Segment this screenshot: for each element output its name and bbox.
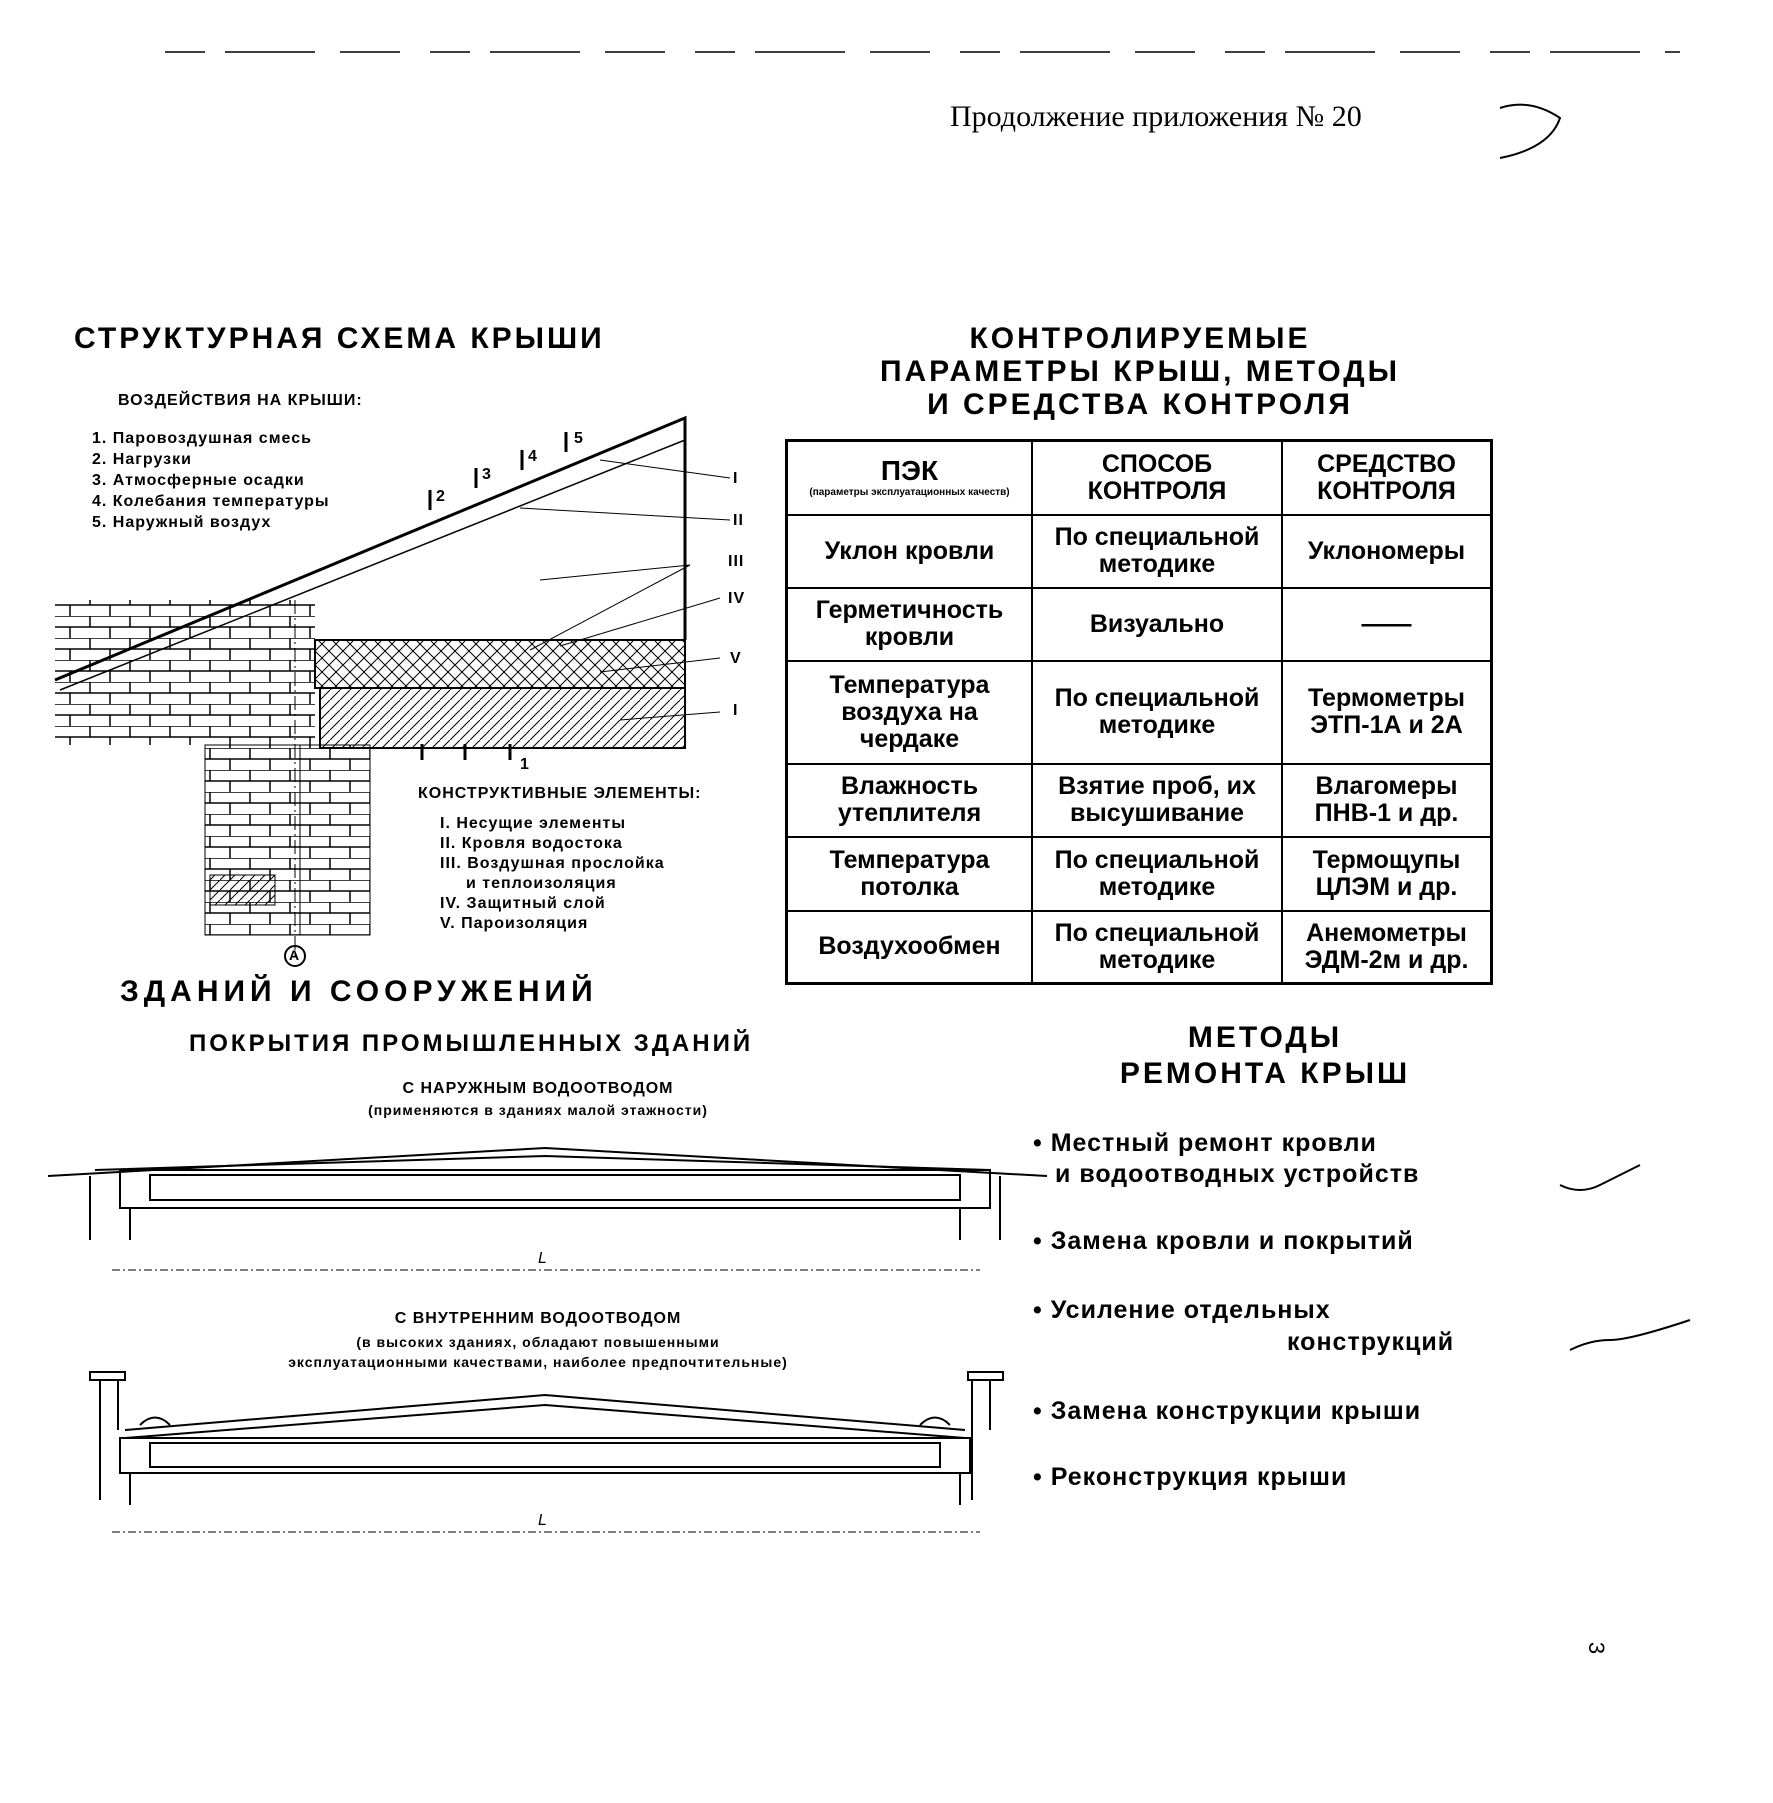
arrow-label: 3: [482, 466, 492, 483]
impact-item: 1. Паровоздушная смесь: [92, 430, 312, 447]
span-label: L: [538, 1512, 547, 1529]
cell: Термощупы ЦЛЭМ и др.: [1282, 837, 1492, 911]
header-pek: ПЭК: [880, 454, 939, 486]
elements-title: КОНСТРУКТИВНЫЕ ЭЛЕМЕНТЫ:: [418, 785, 702, 802]
internal-note: (в высоких зданиях, обладают повышенными: [356, 1334, 720, 1350]
arrow-label: 2: [436, 488, 446, 505]
cell: Анемометры ЭДМ-2м и др.: [1282, 911, 1492, 984]
control-title: [790, 322, 1490, 421]
cell: Герметичность кровли: [787, 588, 1033, 661]
element-item: II. Кровля водостока: [440, 835, 623, 852]
impact-item: 2. Нагрузки: [92, 451, 192, 468]
table-row: [787, 588, 1492, 661]
internal-note: эксплуатационными качествами, наиболее предпочтительные): [288, 1354, 788, 1370]
layer-label: I: [733, 470, 739, 487]
table-row: [787, 911, 1492, 984]
buildings-subtitle: ПОКРЫТИЯ ПРОМЫШЛЕННЫХ ЗДАНИЙ: [189, 1030, 754, 1057]
repair-item: • Реконструкция крыши: [1033, 1463, 1348, 1491]
element-item: III. Воздушная прослойка: [440, 855, 665, 872]
repair-title-line: РЕМОНТА КРЫШ: [1119, 1057, 1411, 1090]
control-table: [785, 439, 1493, 985]
impact-item: 3. Атмосферные осадки: [92, 472, 305, 489]
internal-drainage-drawing: [90, 1372, 1003, 1532]
layer-label: V: [730, 650, 742, 667]
roof-scheme-title: СТРУКТУРНАЯ СХЕМА КРЫШИ: [74, 322, 605, 355]
impact-item: 4. Колебания температуры: [92, 493, 330, 510]
repair-item: • Замена конструкции крыши: [1033, 1397, 1422, 1425]
repair-title-line: МЕТОДЫ: [1187, 1021, 1343, 1054]
span-label: L: [538, 1250, 547, 1267]
layer-label: III: [728, 553, 745, 570]
table-row: [787, 661, 1492, 764]
cell: Температура воздуха на чердаке: [787, 661, 1033, 764]
cell: По специальной методике: [1032, 911, 1282, 984]
impacts-list: [92, 428, 330, 533]
layer-label: II: [733, 512, 744, 529]
continuation-header: Продолжение приложения № 20: [950, 100, 1362, 133]
cell: По специальной методике: [1032, 515, 1282, 588]
control-title-line: КОНТРОЛИРУЕМЫЕ: [969, 322, 1311, 355]
impacts-title: ВОЗДЕЙСТВИЯ НА КРЫШИ:: [118, 392, 363, 409]
layer-label: IV: [728, 590, 746, 607]
layer-label: I: [733, 702, 739, 719]
external-note: (применяются в зданиях малой этажности): [368, 1102, 708, 1118]
cell: Визуально: [1032, 588, 1282, 661]
elements-list: [440, 814, 665, 934]
arrow-label: 4: [528, 448, 538, 465]
impact-item: 5. Наружный воздух: [92, 514, 272, 531]
header-pek-note: (параметры эксплуатационных качеств): [809, 486, 1010, 498]
element-item: и теплоизоляция: [466, 875, 617, 892]
control-title-line: И СРЕДСТВА КОНТРОЛЯ: [927, 388, 1353, 421]
repair-item: • Замена кровли и покрытий: [1033, 1227, 1414, 1255]
element-item: I. Несущие элементы: [440, 815, 627, 832]
repair-item: и водоотводных устройств: [1055, 1160, 1420, 1188]
element-item: V. Пароизоляция: [440, 915, 589, 932]
cell: ——: [1282, 588, 1492, 661]
cell: Взятие проб, их высушивание: [1032, 764, 1282, 837]
element-item: IV. Защитный слой: [440, 895, 606, 912]
table-header-row: [787, 441, 1492, 515]
repair-item: • Усиление отдельных: [1033, 1296, 1331, 1324]
repair-item: конструкций: [1287, 1328, 1455, 1356]
cell: Уклономеры: [1282, 515, 1492, 588]
handwritten-marks: [1500, 105, 1690, 1350]
repair-item: • Местный ремонт кровли: [1033, 1129, 1377, 1157]
cell: Влажность утеплителя: [787, 764, 1033, 837]
cell: По специальной методике: [1032, 661, 1282, 764]
table-row: [787, 837, 1492, 911]
header-method: СПОСОБ КОНТРОЛЯ: [1032, 441, 1282, 515]
cell: Воздухообмен: [787, 911, 1033, 984]
table-row: [787, 764, 1492, 837]
margin-mark: 3: [1584, 1641, 1610, 1655]
buildings-title: ЗДАНИЙ И СООРУЖЕНИЙ: [120, 975, 598, 1008]
cell: По специальной методике: [1032, 837, 1282, 911]
internal-title: С ВНУТРЕННИМ ВОДООТВОДОМ: [394, 1310, 682, 1327]
cell: Термометры ЭТП-1А и 2А: [1282, 661, 1492, 764]
external-title: С НАРУЖНЫМ ВОДООТВОДОМ: [402, 1080, 674, 1097]
external-drainage-drawing: [48, 1148, 1047, 1270]
cell: Влагомеры ПНВ-1 и др.: [1282, 764, 1492, 837]
repair-title: [1050, 1020, 1480, 1092]
header-means: СРЕДСТВО КОНТРОЛЯ: [1282, 441, 1492, 515]
table-row: [787, 515, 1492, 588]
cell: Уклон кровли: [787, 515, 1033, 588]
arrow-label: 5: [574, 430, 584, 447]
cell: Температура потолка: [787, 837, 1033, 911]
control-title-line: ПАРАМЕТРЫ КРЫШ, МЕТОДЫ: [879, 355, 1401, 388]
axis-label: A: [289, 947, 300, 963]
arrow-label: 1: [520, 756, 530, 773]
